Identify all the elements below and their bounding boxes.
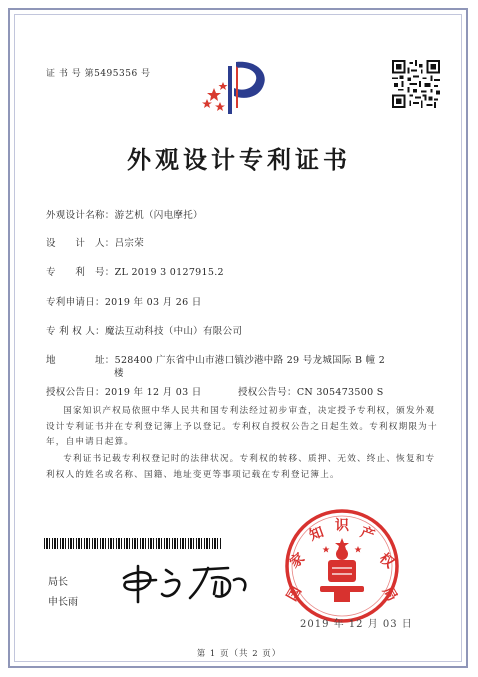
body-line: 利权人的姓名或名称、国籍、地址变更等事项记载在专利登记簿上。 <box>46 469 340 480</box>
field-designer <box>46 235 144 249</box>
field-label: 专 利 权 人： <box>46 326 105 337</box>
field-value: 2019 年 12 月 03 日 <box>104 387 202 398</box>
svg-text:局: 局 <box>379 583 400 605</box>
svg-text:识: 识 <box>335 518 349 534</box>
field-application-date <box>46 294 202 308</box>
seal-date: 2019 年 12 月 03 日 <box>300 619 413 630</box>
body-line: 年，自申请日起算。 <box>46 437 135 447</box>
body-line: 专利证书记载专利权登记时的法律状况。专利权的转移、质押、无效、终止、恢复和专 <box>63 454 436 464</box>
qr-code-icon <box>392 60 440 108</box>
handwritten-signature <box>116 556 256 606</box>
field-value: 楼 <box>114 368 124 379</box>
signer-name: 申长雨 <box>48 597 78 608</box>
official-seal-icon <box>284 508 400 624</box>
svg-text:权: 权 <box>376 550 398 572</box>
field-grant-date <box>46 384 202 398</box>
body-line: 国家知识产权局依照中华人民共和国专利法经过初步审查，决定授予专利权，颁发外观 <box>63 406 436 416</box>
field-patentee <box>46 323 242 337</box>
field-address-continued <box>114 365 124 379</box>
signer-role: 局长 <box>48 577 68 588</box>
field-label: 设 计 人： <box>46 238 115 249</box>
svg-text:产: 产 <box>358 524 377 545</box>
cnipa-logo-icon <box>198 58 276 116</box>
field-value: 游艺机（闪电摩托） <box>114 210 203 221</box>
field-grant-number <box>238 384 384 398</box>
certificate-title: 外观设计专利证书 <box>127 146 351 174</box>
field-value: 2019 年 03 月 26 日 <box>104 297 202 308</box>
field-value: CN 305473500 S <box>296 387 384 398</box>
field-value: 吕宗荣 <box>114 238 145 249</box>
field-label: 专 利 号： <box>46 267 115 278</box>
barcode-icon <box>44 538 222 549</box>
svg-text:国: 国 <box>284 583 305 605</box>
svg-text:知: 知 <box>307 524 326 545</box>
body-paragraph-1 <box>46 404 438 451</box>
body-paragraph-2 <box>46 452 438 483</box>
field-patent-number <box>46 264 224 278</box>
field-address <box>46 352 385 366</box>
field-label: 专利申请日： <box>46 297 105 308</box>
field-design-name <box>46 207 203 221</box>
field-label: 授权公告号： <box>238 387 297 398</box>
certificate-number: 证 书 号 第5495356 号 <box>46 69 151 79</box>
svg-text:家: 家 <box>286 550 308 572</box>
body-line: 设计专利证书并在专利登记簿上予以登记。专利权自授权公告之日起生效。专利权期限为十 <box>46 421 438 432</box>
field-value: 528400 广东省中山市港口镇沙港中路 29 号龙城国际 B 幢 2 <box>114 355 386 366</box>
field-label: 外观设计名称： <box>46 210 115 221</box>
field-label: 地 址： <box>46 355 115 366</box>
field-value: ZL 2019 3 0127915.2 <box>114 267 224 278</box>
field-value: 魔法互动科技（中山）有限公司 <box>104 326 243 337</box>
page-number: 第 1 页（共 2 页） <box>196 649 282 659</box>
field-label: 授权公告日： <box>46 387 105 398</box>
